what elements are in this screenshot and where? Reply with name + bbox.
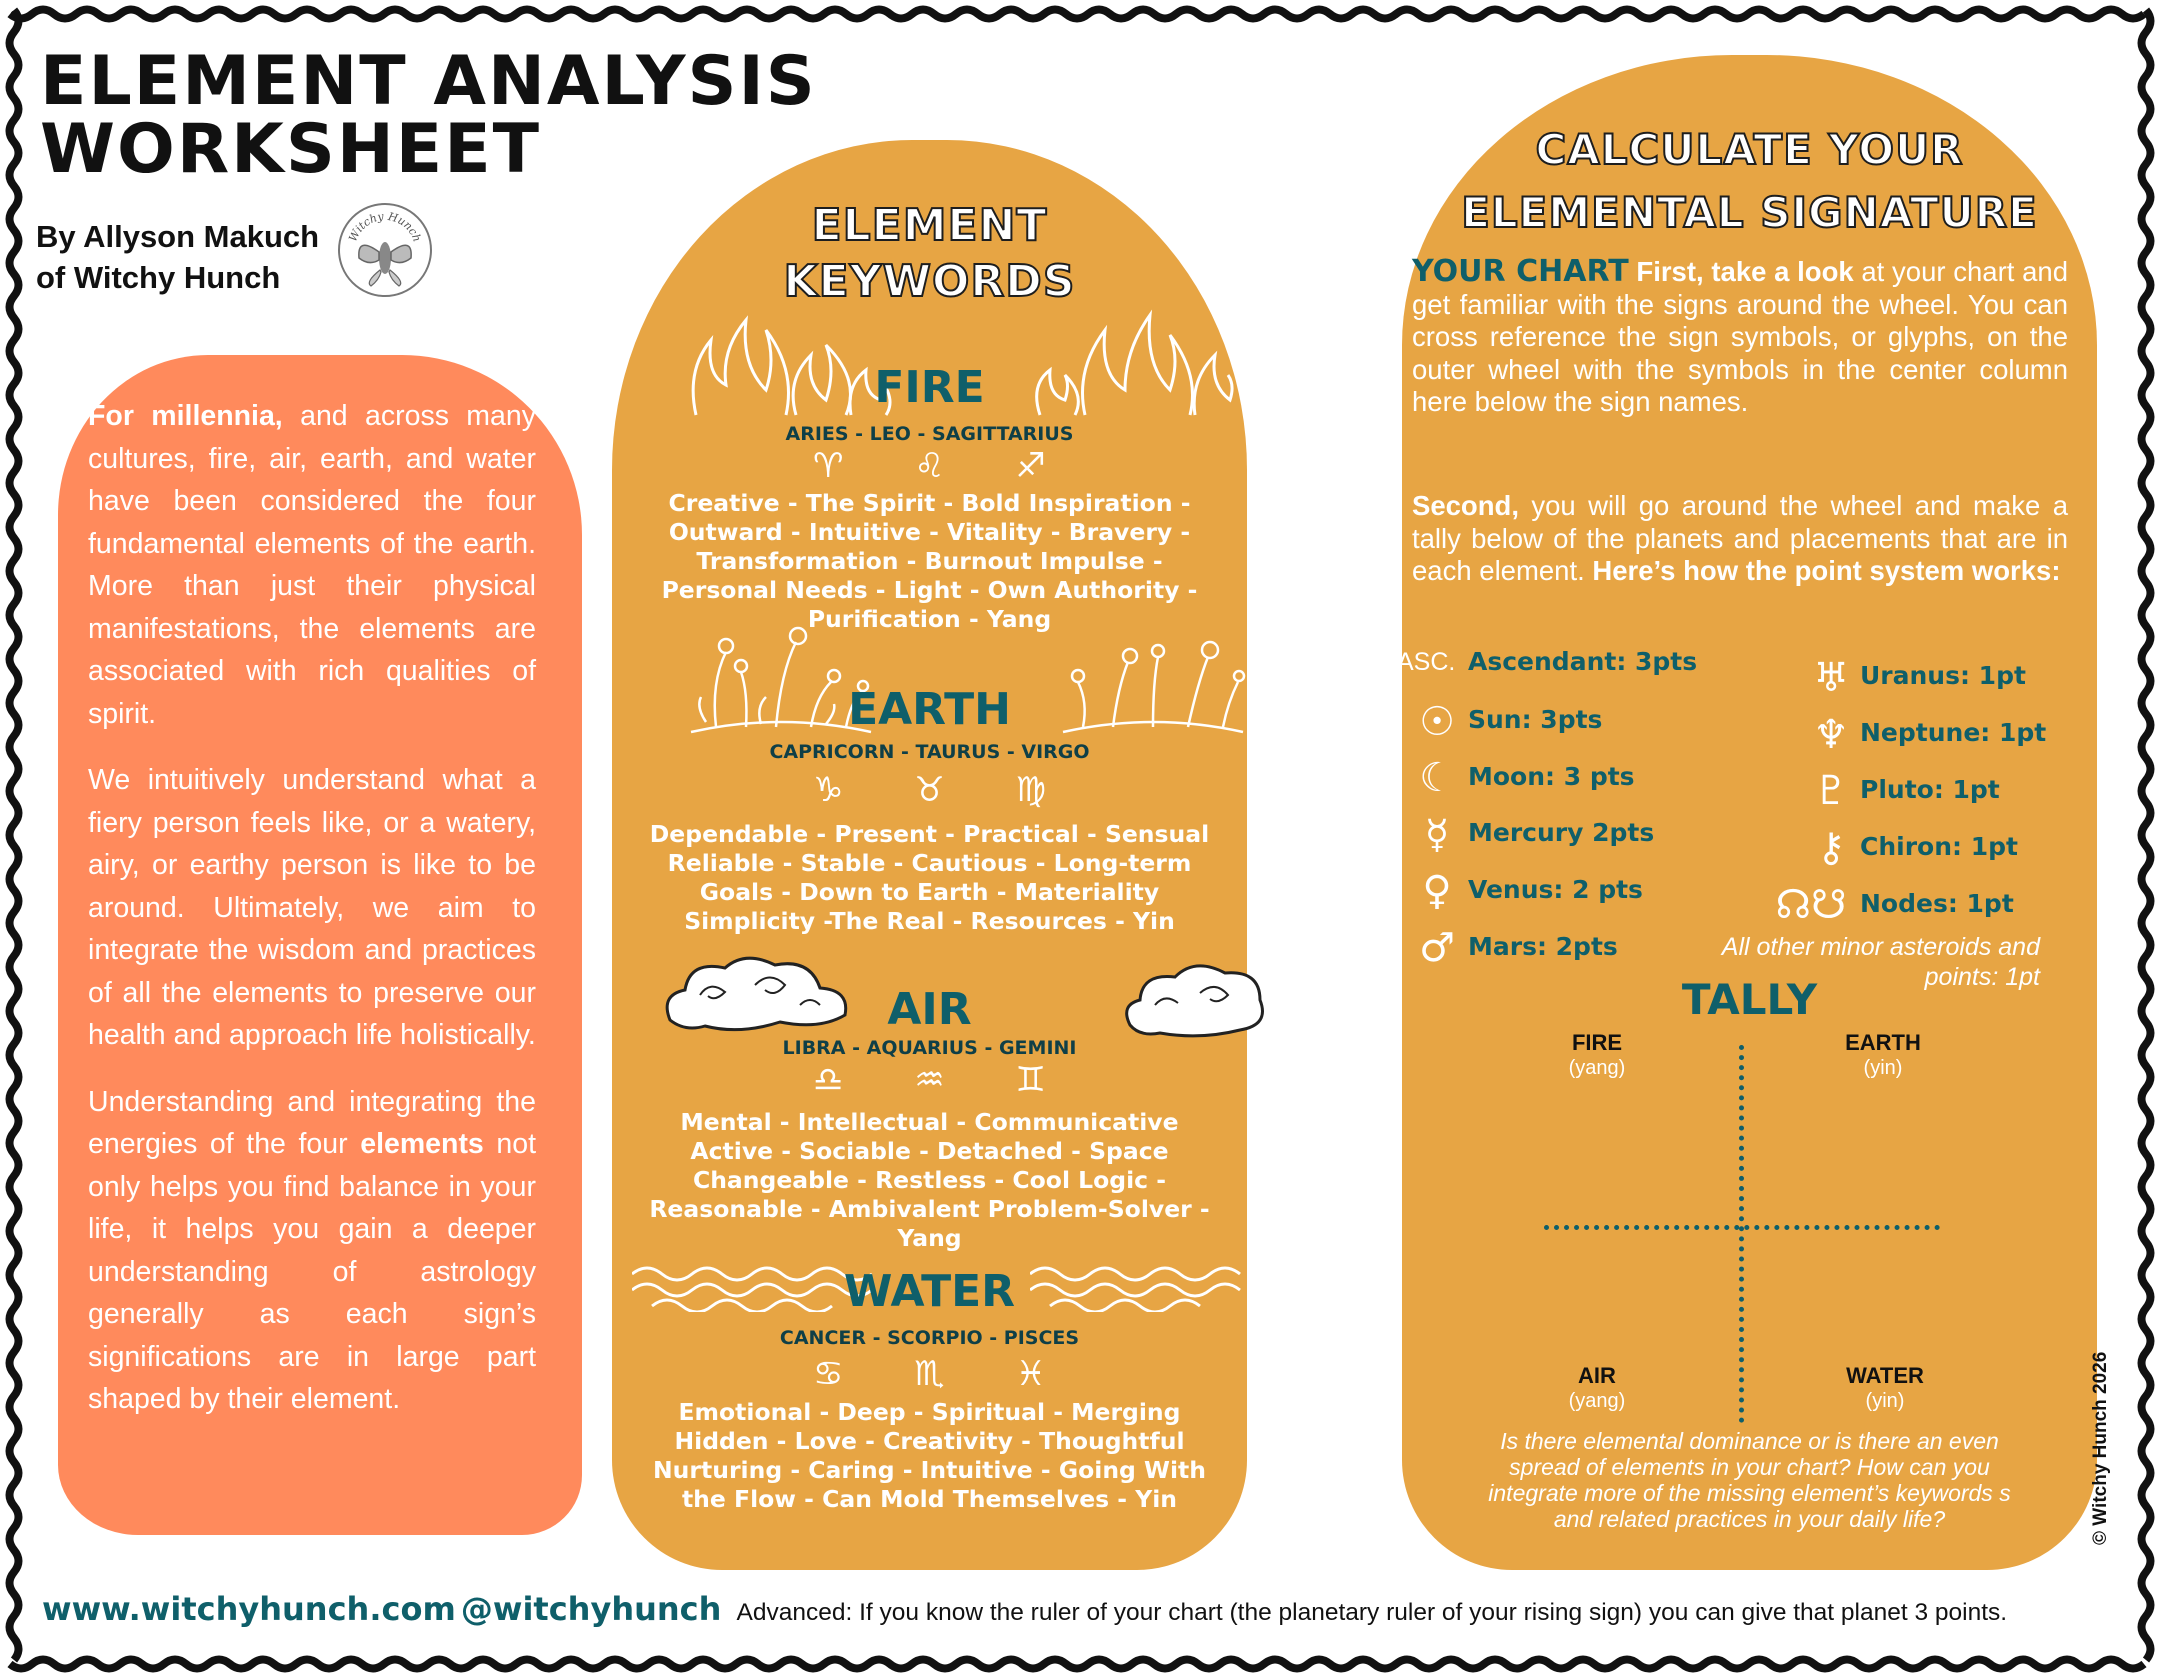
tally-water-name: WATER bbox=[1846, 1363, 1924, 1388]
venus-icon: ♀ bbox=[1422, 868, 1452, 914]
intro-paragraph-3 bbox=[88, 1081, 536, 1421]
intro-paragraph-1 bbox=[88, 395, 536, 735]
point-neptune: Neptune: 1pt bbox=[1860, 718, 2047, 747]
chiron-icon: ⚷ bbox=[1816, 825, 1846, 871]
moon-icon: ☾ bbox=[1419, 755, 1455, 801]
point-ascendant: Ascendant: 3pts bbox=[1468, 647, 1698, 676]
your-chart-bold: First, take a look bbox=[1636, 256, 1854, 287]
intro-p1-body: and across many cultures, fire, air, earth, and water have been considered the four fundamental elements of the earth. More than just their physical manifestations, the elements are associated with rich qualities of spirit. bbox=[88, 400, 536, 730]
footer bbox=[42, 1590, 2007, 1628]
earth-signs: CAPRICORN - TAURUS - VIRGO bbox=[769, 741, 1090, 763]
tally-air-name: AIR bbox=[1578, 1363, 1616, 1388]
tally-fire-label bbox=[1517, 1030, 1677, 1080]
fire-keywords: Creative - The Spirit - Bold Inspiration - Outward - Intuitive - Vitality - Bravery - Transformation - Burnout Impulse - Personal Needs - Light - Own Authority - Purification - Yang bbox=[661, 489, 1198, 633]
witchy-hunch-logo bbox=[335, 200, 435, 300]
earth-heading: EARTH bbox=[848, 684, 1011, 735]
point-mercury: Mercury 2pts bbox=[1468, 818, 1655, 847]
page-title bbox=[40, 42, 817, 189]
tally-fire-sub: (yang) bbox=[1568, 1057, 1626, 1079]
keywords-title-2: KEYWORDS bbox=[783, 256, 1076, 307]
tally-earth-label bbox=[1803, 1030, 1963, 1080]
sun-icon: ☉ bbox=[1419, 699, 1455, 745]
air-heading: AIR bbox=[887, 984, 972, 1035]
advanced-tip: Advanced: If you know the ruler of your chart (the planetary ruler of your rising sign) you can give that planet 3 points. bbox=[736, 1599, 2008, 1626]
ascendant-glyph: ASC. bbox=[1397, 648, 1456, 676]
point-pluto: Pluto: 1pt bbox=[1860, 775, 2000, 804]
keywords-title-1: ELEMENT bbox=[811, 200, 1048, 251]
calculate-title bbox=[1402, 118, 2097, 244]
byline-author: By Allyson Makuch bbox=[36, 219, 320, 254]
second-paragraph bbox=[1412, 490, 2068, 588]
tally-vertical-divider bbox=[1739, 1045, 1744, 1423]
point-venus: Venus: 2 pts bbox=[1468, 875, 1643, 904]
uranus-icon: ♅ bbox=[1813, 655, 1849, 701]
tally-fire-name: FIRE bbox=[1571, 1030, 1623, 1055]
intro-p3-b: not only helps you find balance in your life, it helps you gain a deeper understanding of astrology generally as each sign’s significations are in large part shaped by their element. bbox=[88, 1128, 536, 1415]
neptune-icon: ♆ bbox=[1813, 712, 1849, 758]
point-mars: Mars: 2pts bbox=[1468, 932, 1618, 961]
title-line-1: ELEMENT ANALYSIS bbox=[40, 42, 817, 121]
frame-wave bbox=[2142, 10, 2151, 1660]
water-signs: CANCER - SCORPIO - PISCES bbox=[779, 1327, 1080, 1349]
pluto-icon: ♇ bbox=[1813, 768, 1849, 814]
second-bold: Second, bbox=[1412, 490, 1519, 521]
intro-paragraph-2: We intuitively understand what a fiery person feels like, or a watery, airy, or earthy person is like to be around. Ultimately, we aim to integrate the wisdom and practices of all the elements to preserve our health and approach life holistically. bbox=[88, 764, 536, 1051]
intro-text bbox=[88, 395, 536, 1445]
point-moon: Moon: 3 pts bbox=[1468, 762, 1635, 791]
air-glyphs: ♎ ♒ ♊ bbox=[812, 1060, 1047, 1100]
tally-air-sub: (yang) bbox=[1568, 1390, 1626, 1412]
fire-heading: FIRE bbox=[874, 362, 985, 413]
tally-earth-sub: (yin) bbox=[1863, 1057, 1903, 1079]
point-system-lead: Here’s how the point system works: bbox=[1592, 555, 2061, 586]
second-body: you will go around the wheel and make a tally below of the planets and placements that are in each element. bbox=[1412, 490, 2068, 586]
air-signs: LIBRA - AQUARIUS - GEMINI bbox=[782, 1037, 1077, 1059]
water-heading: WATER bbox=[843, 1266, 1016, 1317]
tally-earth-name: EARTH bbox=[1845, 1030, 1921, 1055]
tally-air-label bbox=[1517, 1363, 1677, 1413]
intro-p3-bold: elements bbox=[360, 1128, 484, 1160]
frame-wave bbox=[10, 10, 19, 1660]
byline-brand: of Witchy Hunch bbox=[36, 260, 281, 295]
point-chiron: Chiron: 1pt bbox=[1860, 832, 2018, 861]
reflection-question: Is there elemental dominance or is there an even spread of elements in your chart? How can you integrate more of the missing element’s keywords s and related practices in your daily life? bbox=[1488, 1428, 2011, 1532]
social-handle[interactable]: @witchyhunch bbox=[460, 1590, 722, 1628]
copyright-notice: © Witchy Hunch 2026 bbox=[2090, 1351, 2111, 1545]
intro-lead: For millennia, bbox=[88, 400, 283, 432]
your-chart-body: at your chart and get familiar with the signs around the wheel. You can cross reference the sign symbols, or glyphs, on the outer wheel with the symbols in the center column here below the sign names. bbox=[1412, 256, 2068, 417]
minor-points-note: All other minor asteroids and points: 1pt bbox=[1721, 933, 2040, 991]
your-chart-label: YOUR CHART bbox=[1412, 254, 1629, 289]
earth-keywords: Dependable - Present - Practical - Sensual Reliable - Stable - Cautious - Long-term Goals - Down to Earth - Materiality Simplicity -The Real - Resources - Yin bbox=[649, 820, 1210, 935]
nodes-icon: ☊☋ bbox=[1775, 882, 1847, 928]
point-nodes: Nodes: 1pt bbox=[1860, 889, 2014, 918]
byline bbox=[36, 216, 319, 298]
point-sun: Sun: 3pts bbox=[1468, 705, 1603, 734]
intro-p3-a: Understanding and integrating the energies of the four bbox=[88, 1085, 536, 1160]
svg-text:Witchy Hunch: Witchy Hunch bbox=[346, 209, 424, 244]
fire-glyphs: ♈ ♌ ♐ bbox=[812, 446, 1047, 486]
water-glyphs: ♋ ♏ ♓ bbox=[812, 1354, 1047, 1394]
website-link[interactable]: www.witchyhunch.com bbox=[42, 1590, 456, 1628]
tally-title: TALLY bbox=[1681, 975, 1818, 1024]
title-line-2: WORKSHEET bbox=[40, 110, 542, 189]
calculate-title-1: CALCULATE YOUR bbox=[1535, 125, 1964, 174]
frame-wave bbox=[10, 10, 2144, 19]
mars-icon: ♂ bbox=[1419, 925, 1455, 971]
tally-water-label bbox=[1805, 1363, 1965, 1413]
tally-water-sub: (yin) bbox=[1865, 1390, 1905, 1412]
air-keywords: Mental - Intellectual - Communicative Active - Sociable - Detached - Space Changeable - Restless - Cool Logic - Reasonable - Ambivalent Problem-Solver - Yang bbox=[649, 1108, 1210, 1252]
calculate-title-2: ELEMENTAL SIGNATURE bbox=[1461, 188, 2038, 237]
your-chart-paragraph bbox=[1412, 256, 2068, 419]
point-uranus: Uranus: 1pt bbox=[1860, 661, 2026, 690]
frame-wave bbox=[10, 1660, 2144, 1669]
fire-signs: ARIES - LEO - SAGITTARIUS bbox=[785, 423, 1074, 445]
tally-horizontal-divider bbox=[1544, 1225, 1940, 1230]
water-keywords: Emotional - Deep - Spiritual - Merging Hidden - Love - Creativity - Thoughtful Nurturing - Caring - Intuitive - Going With the Flow - Can Mold Themselves - Yin bbox=[653, 1398, 1206, 1513]
earth-glyphs: ♑ ♉ ♍ bbox=[812, 770, 1047, 810]
mercury-icon: ☿ bbox=[1424, 812, 1450, 858]
